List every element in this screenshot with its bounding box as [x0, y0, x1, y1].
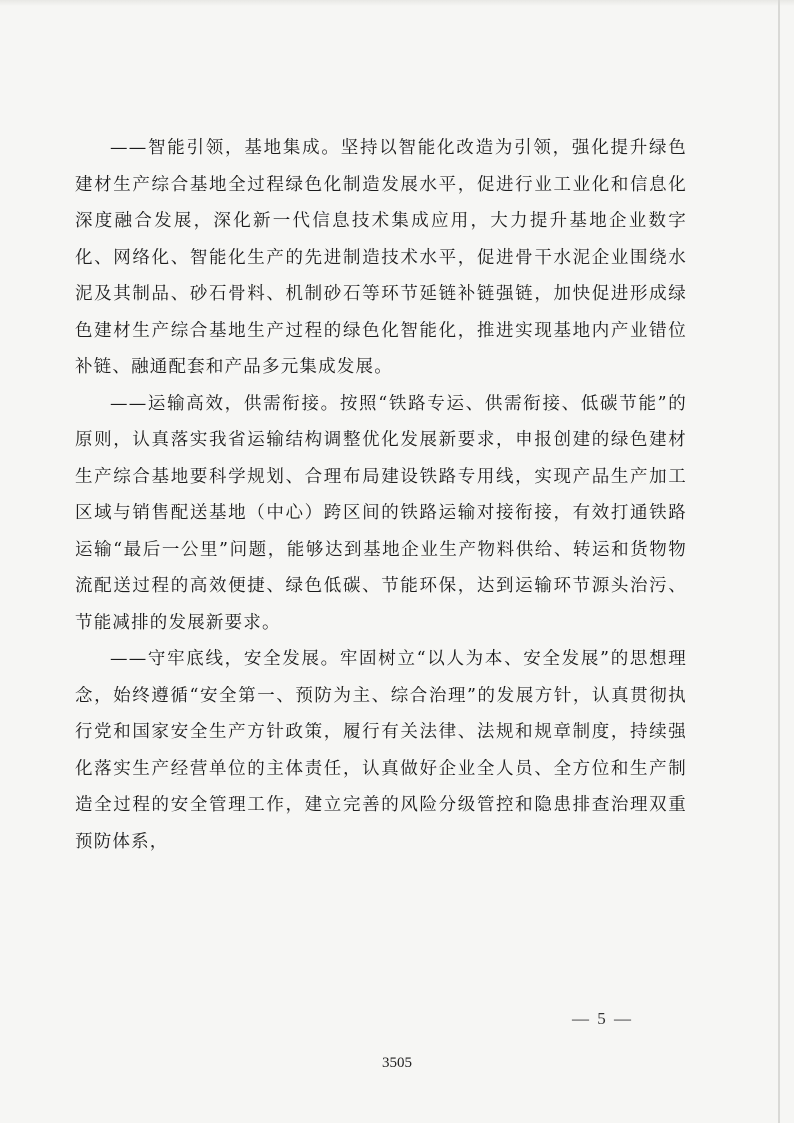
- paragraph-smart-leading: [75, 130, 687, 386]
- paragraph-text: 按照“铁路专运、供需衔接、低碳节能”的原则，认真落实我省运输结构调整优化发展新要求，申报创建的绿色建材生产综合基地要科学规划、合理布局建设铁路专用线，实现产品生产加工区域与销售配送基地（中心）跨区间的铁路运输对接衔接，有效打通铁路运输“最后一公里”问题，能够达到基地企业生产物料供给、转运和货物物流配送过程的高效便捷、绿色低碳、节能环保，达到运输环节源头治污、节能减排的发展新要求。: [75, 393, 687, 633]
- document-body: [75, 130, 687, 860]
- archive-number: 3505: [382, 1055, 412, 1071]
- paragraph-safe-development: [75, 641, 687, 860]
- paragraph-text: 坚持以智能化改造为引领，强化提升绿色建材生产综合基地全过程绿色化制造发展水平，促进行业工业化和信息化深度融合发展，深化新一代信息技术集成应用，大力提升基地企业数字化、网络化、智能化生产的先进制造技术水平，促进骨干水泥企业围绕水泥及其制品、砂石骨料、机制砂石等环节延链补链强链，加快促进形成绿色建材生产综合基地生产过程的绿色化智能化，推进实现基地内产业错位补链、融通配套和产品多元集成发展。: [75, 138, 687, 377]
- paragraph-lead: ——智能引领，基地集成。: [110, 138, 341, 158]
- paragraph-efficient-transport: [75, 386, 687, 642]
- page-top-shade: [0, 0, 794, 6]
- paragraph-lead: ——守牢底线，安全发展。: [110, 649, 340, 669]
- page-edge: [778, 0, 780, 1123]
- paragraph-text: 牢固树立“以人为本、安全发展”的思想理念，始终遵循“安全第一、预防为主、综合治理”的发展方针，认真贯彻执行党和国家安全生产方针政策，履行有关法律、法规和规章制度，持续强化落实生产经营单位的主体责任，认真做好企业全人员、全方位和生产制造全过程的安全管理工作，建立完善的风险分级管控和隐患排查治理双重预防体系，: [75, 649, 687, 852]
- paragraph-lead: ——运输高效，供需衔接。: [110, 393, 340, 414]
- page-number: — 5 —: [572, 1009, 633, 1028]
